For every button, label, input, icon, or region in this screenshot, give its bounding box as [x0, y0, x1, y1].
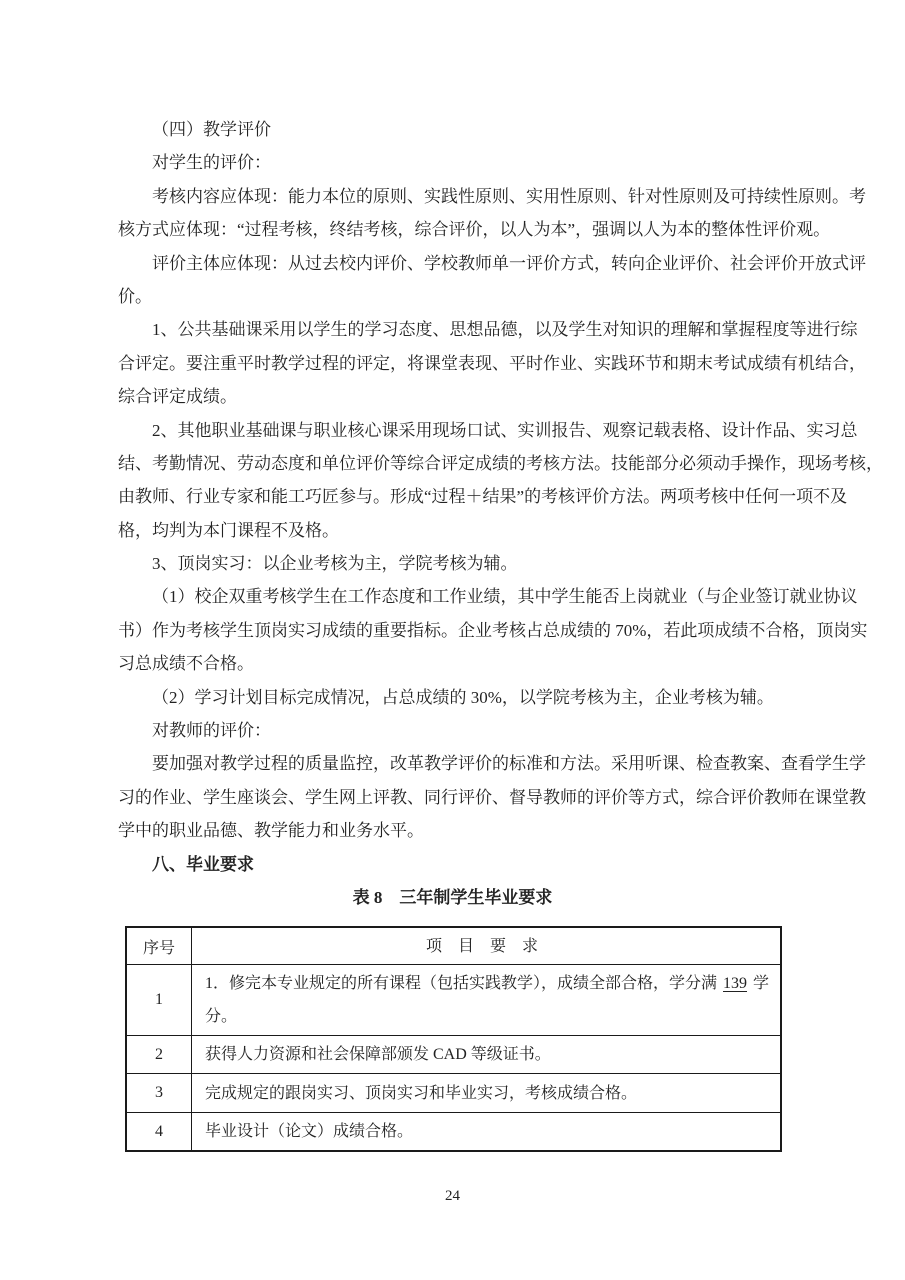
- requirement-cell: 毕业设计（论文）成绩合格。: [192, 1113, 782, 1152]
- paragraph-line: 学中的职业品德、教学能力和业务水平。: [118, 821, 424, 841]
- header-cell-requirements: 项 目 要 求: [192, 927, 782, 965]
- paragraph-line: （2）学习计划目标完成情况，占总成绩的 30%，以学院考核为主，企业考核为辅。: [152, 687, 774, 707]
- paragraph-line: 3、顶岗实习：以企业考核为主，学院考核为辅。: [152, 554, 518, 574]
- paragraph-line: 对学生的评价：: [152, 153, 271, 173]
- row-number-cell: 3: [126, 1074, 192, 1113]
- paragraph-line: 评价主体应体现：从过去校内评价、学校教师单一评价方式，转向企业评价、社会评价开放式评: [152, 253, 866, 273]
- table-caption: 表 8 三年制学生毕业要求: [352, 887, 553, 907]
- table-row: [126, 1036, 781, 1074]
- paragraph-line: 对教师的评价：: [152, 721, 271, 741]
- paragraph-line: 合评定。要注重平时教学过程的评定，将课堂表现、平时作业、实践环节和期末考试成绩有机结合，: [118, 353, 866, 373]
- paragraph-line: 要加强对教学过程的质量监控，改革教学评价的标准和方法。采用听课、检查教案、查看学生学: [152, 754, 866, 774]
- paragraph-line: 1、公共基础课采用以学生的学习态度、思想品德，以及学生对知识的理解和掌握程度等进行综: [152, 320, 858, 340]
- page-number: 24: [445, 1188, 460, 1204]
- underlined-credits: 139: [723, 975, 748, 992]
- row-number-cell: 4: [126, 1113, 192, 1152]
- paragraph-line: （四）教学评价: [152, 120, 271, 139]
- requirement-text: 学分。: [205, 975, 770, 1025]
- paragraph-line: 价。: [118, 286, 152, 306]
- paragraph-line: 格，均判为本门课程不及格。: [118, 520, 339, 540]
- requirement-cell: 获得人力资源和社会保障部颁发 CAD 等级证书。: [192, 1036, 782, 1074]
- row-number-cell: 2: [126, 1036, 192, 1074]
- table-header-row: [126, 927, 781, 965]
- paragraph-line: 由教师、行业专家和能工巧匠参与。形成“过程＋结果”的考核评价方法。两项考核中任何一项不及: [118, 487, 848, 507]
- body-text: [118, 113, 883, 914]
- paragraph-line: 书）作为考核学生顶岗实习成绩的重要指标。企业考核占总成绩的 70%，若此项成绩不合格，顶岗实: [118, 620, 868, 640]
- requirement-cell: 完成规定的跟岗实习、顶岗实习和毕业实习，考核成绩合格。: [192, 1074, 782, 1113]
- requirement-text: 1．修完本专业规定的所有课程（包括实践教学），成绩全部合格，学分满: [205, 975, 722, 992]
- paragraph-line: 结、考勤情况、劳动态度和单位评价等综合评定成绩的考核方法。技能部分必须动手操作，现场考核，: [118, 453, 883, 473]
- table-row: [126, 1074, 781, 1113]
- table-row: [126, 1113, 781, 1152]
- header-cell-no: 序号: [126, 927, 192, 965]
- requirement-cell: [192, 965, 782, 1036]
- table-row: [126, 965, 781, 1036]
- paragraph-line: 2、其他职业基础课与职业核心课采用现场口试、实训报告、观察记载表格、设计作品、实习总: [152, 420, 858, 440]
- paragraph-line: 考核内容应体现：能力本位的原则、实践性原则、实用性原则、针对性原则及可持续性原则。考: [152, 186, 866, 206]
- section-heading: 八、毕业要求: [152, 854, 254, 874]
- row-number-cell: 1: [126, 965, 192, 1036]
- graduation-requirements-table: [125, 926, 782, 1152]
- paragraph-line: 习总成绩不合格。: [118, 654, 254, 674]
- paragraph-line: （1）校企双重考核学生在工作态度和工作业绩，其中学生能否上岗就业（与企业签订就业协议: [152, 587, 858, 607]
- paragraph-line: 核方式应体现：“过程考核，终结考核，综合评价，以人为本”，强调以人为本的整体性评价观。: [118, 220, 831, 240]
- paragraph-line: 综合评定成绩。: [118, 387, 237, 407]
- paragraph-line: 习的作业、学生座谈会、学生网上评教、同行评价、督导教师的评价等方式，综合评价教师在课堂教: [118, 787, 866, 807]
